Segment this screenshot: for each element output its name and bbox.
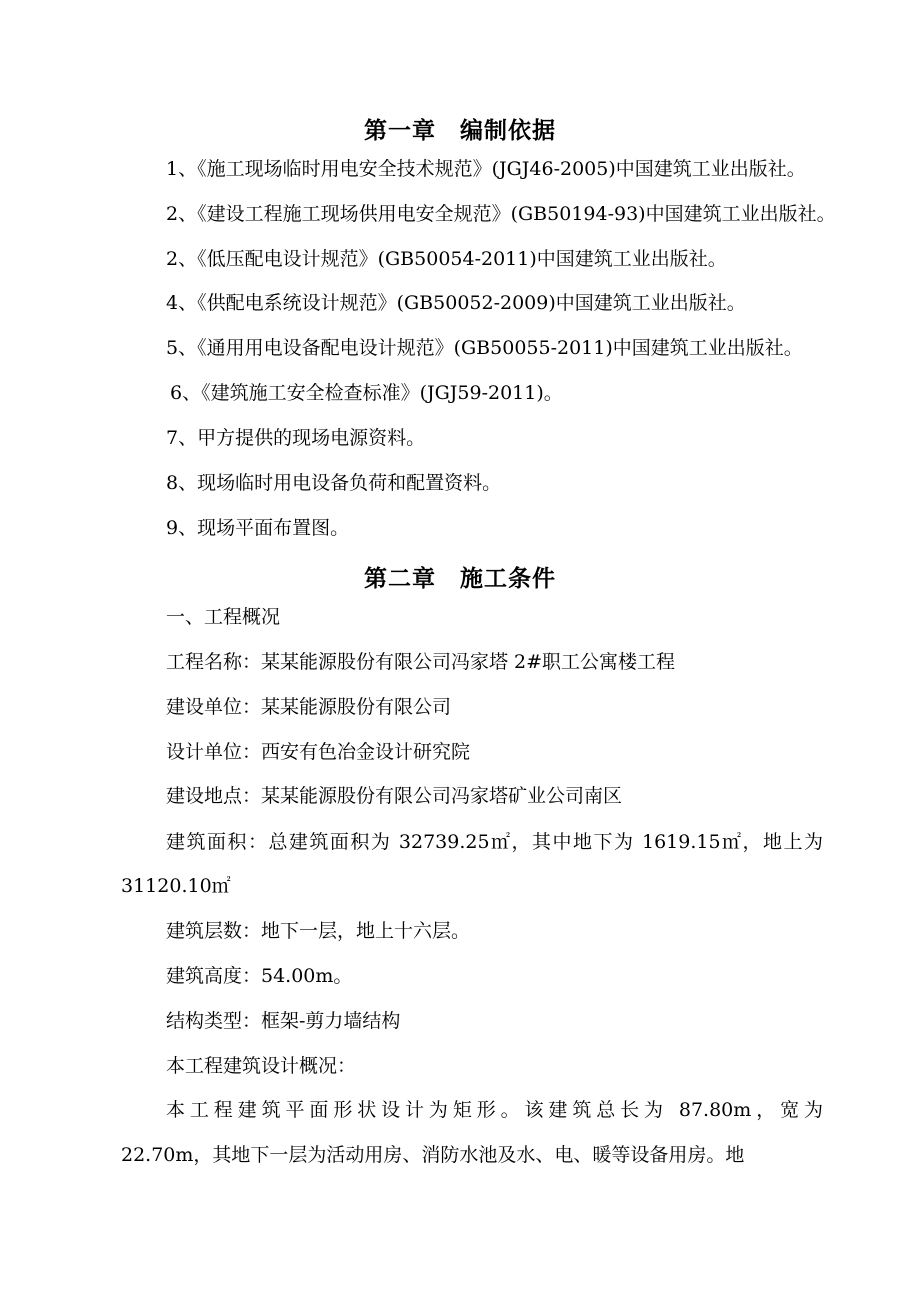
section-heading: 一、工程概况 <box>166 606 281 628</box>
design-overview-line-2: 22.70m，其地下一层为活动用房、消防水池及水、电、暖等设备用房。地 <box>121 1144 745 1166</box>
building-height: 建筑高度：54.00m。 <box>166 965 353 987</box>
building-floors: 建筑层数：地下一层，地上十六层。 <box>166 920 471 942</box>
chapter-1-title: 第一章 编制依据 <box>364 118 556 144</box>
building-area-line-2: 31120.10㎡ <box>121 875 231 897</box>
reference-item: 9、现场平面布置图。 <box>166 517 350 539</box>
chapter-2-title: 第二章 施工条件 <box>364 566 556 592</box>
structure-type: 结构类型：框架-剪力墙结构 <box>166 1010 401 1032</box>
design-overview-line-1: 本工程建筑平面形状设计为矩形。该建筑总长为 87.80m，宽为 <box>166 1099 823 1121</box>
reference-item: 2、《低压配电设计规范》(GB50054-2011)中国建筑工业出版社。 <box>166 248 727 270</box>
reference-item: 2、《建设工程施工现场供用电安全规范》(GB50194-93)中国建筑工业出版社。 <box>166 203 836 225</box>
construction-site: 建设地点：某某能源股份有限公司冯家塔矿业公司南区 <box>166 785 623 807</box>
reference-item: 8、现场临时用电设备负荷和配置资料。 <box>166 472 502 494</box>
reference-item: 6、《建筑施工安全检查标准》(JGJ59-2011)。 <box>170 382 563 404</box>
reference-item: 7、甲方提供的现场电源资料。 <box>166 427 426 449</box>
project-name: 工程名称：某某能源股份有限公司冯家塔 2#职工公寓楼工程 <box>166 651 676 673</box>
design-unit: 设计单位：西安有色冶金设计研究院 <box>166 741 471 763</box>
owner-unit: 建设单位：某某能源股份有限公司 <box>166 696 452 718</box>
design-overview-title: 本工程建筑设计概况： <box>166 1055 357 1077</box>
reference-item: 1、《施工现场临时用电安全技术规范》(JGJ46-2005)中国建筑工业出版社。 <box>166 158 806 180</box>
building-area-line-1: 建筑面积：总建筑面积为 32739.25㎡，其中地下为 1619.15㎡，地上为 <box>166 831 823 853</box>
reference-item: 4、《供配电系统设计规范》(GB50052-2009)中国建筑工业出版社。 <box>166 292 746 314</box>
reference-item: 5、《通用用电设备配电设计规范》(GB50055-2011)中国建筑工业出版社。 <box>166 337 803 359</box>
